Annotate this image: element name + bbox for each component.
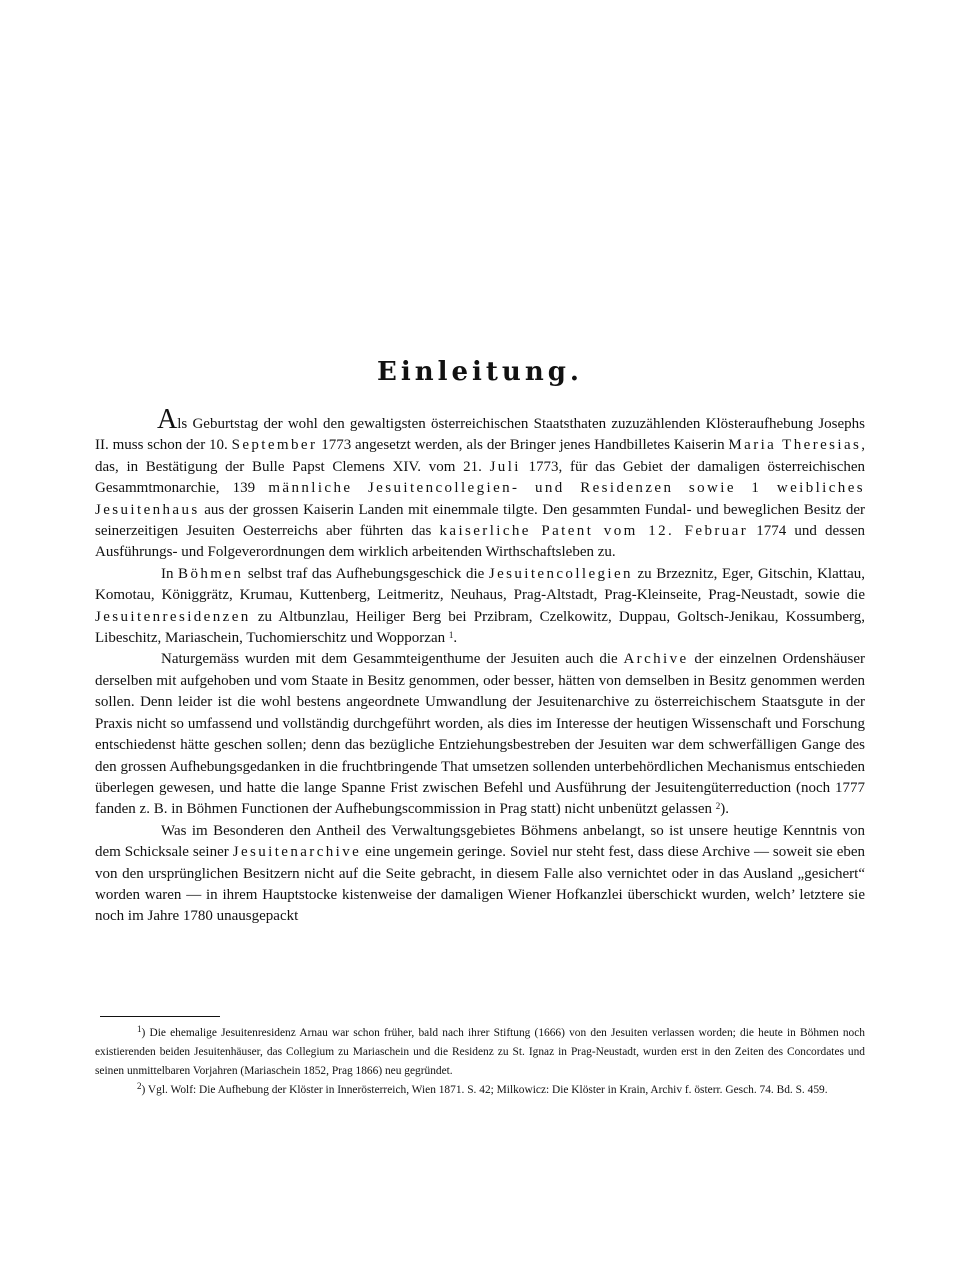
footnote-text: ) Vgl. Wolf: Die Aufhebung der Klöster in Innerösterreich, Wien 1871. S. 42; Milkowicz: Die Klöster in Krain, Archiv f. österr. Gesch. 74. Bd. S. 459. bbox=[141, 1084, 828, 1096]
text-run: ). bbox=[720, 801, 729, 818]
footnote-ref-2[interactable]: 2 bbox=[715, 801, 721, 812]
text-run: zu Altbunzlau, Heiliger Berg bei Przibram, Czelkowitz, Duppau, Goltsch-Jenikau, Kossumberg, Libeschitz, Mariaschein, Tuchomierschitz und Wopporzan bbox=[95, 608, 865, 647]
text-run: der einzelnen Ordenshäuser derselben mit aufgehoben und vom Staate in Besitz genommen, oder besser, hätten von demselben in Besitz genommen werden sollen. Denn leider ist die wohl bestens angeordnete Umwandlung der Jesuitenarchive zu österreichischem Staatsgute in der Praxis nicht so umfassend und vollständig durchgeführt worden, als dies im Interesse der heutigen Wissenschaft und Forschung entschiedenst hätte geschen sollen; denn das bezügliche Entziehungsbestreben der Jesuiten war dem schwerfälligen Gange des den grossen Aufhebungsgedanken in die fruchtbringende That umsetzen sollenden unterbehördlichen Mechanismus entschieden überlegen gewesen, und hatte die lange Spanne Frist zwischen Befehl und Ausführung der Jesuitengüterreduction (noch 1777 fanden z. B. in Böhmen Functionen der Aufhebungscommission in Prag statt) nicht unbenützt gelassen bbox=[95, 651, 866, 818]
paragraph-2 bbox=[95, 564, 865, 650]
text-run: Was im Besonderen den Antheil des Verwaltungsgebietes Böhmens anbelangt, so ist unsere heutige Kenntnis von dem Schicksale seiner bbox=[95, 822, 865, 861]
spaced-text: Jesuitenresidenzen bbox=[95, 608, 251, 625]
paragraph-1 bbox=[95, 404, 866, 564]
paragraph-4 bbox=[95, 821, 865, 928]
spaced-text: Jesuitencollegien bbox=[488, 565, 633, 582]
footnote-mark: 1 bbox=[137, 1024, 142, 1034]
spaced-text: Jesuitenarchive bbox=[232, 844, 362, 861]
spaced-text: September bbox=[231, 437, 318, 454]
footnote-text: ) Die ehemalige Jesuitenresidenz Arnau war schon früher, bald nach ihrer Stiftung (1666) von den Jesuiten verlassen worden; die heute in Böhmen noch existierenden beiden Jesuitenhäuser, das Collegium zu Mariaschein und die Residenz zu St. Ignaz in Prag-Neustadt, wurden erst in den Zeiten des Concordates und seinen unmittelbaren Vorjahren (Mariaschein 1852, Prag 1866) neu gegründet. bbox=[95, 1027, 865, 1077]
footnote-ref-1[interactable]: 1 bbox=[448, 630, 454, 641]
footnote-mark: 2 bbox=[137, 1081, 142, 1091]
text-run: zu Brzeznitz, Eger, Gitschin, Klattau, Komotau, Königgrätz, Krumau, Kuttenberg, Leitmeritz, Neuhaus, Prag-Altstadt, Prag-Kleinseite, Prag-Neustadt, sowie die bbox=[95, 565, 866, 604]
spaced-text: kaiserliche Patent vom 12. Februar bbox=[439, 523, 749, 540]
footnote-divider bbox=[100, 1016, 220, 1017]
footnote-2 bbox=[95, 1081, 865, 1100]
main-text bbox=[95, 404, 866, 928]
spaced-text: männliche Jesuitencollegien- und Residenzen sowie 1 weibliches Jesuitenhaus bbox=[95, 480, 866, 518]
spaced-text: Juli bbox=[489, 458, 521, 475]
text-run: 1773, für das Gebiet der damaligen österreichischen Gesammtmonarchie, 139 bbox=[95, 458, 866, 497]
initial-letter: A bbox=[157, 404, 178, 435]
text-run: Naturgemäss wurden mit dem Gesammteigenthume der Jesuiten auch die bbox=[161, 651, 618, 668]
text-run: . bbox=[453, 630, 458, 647]
spaced-text: Böhmen bbox=[178, 565, 244, 582]
text-run: aus der grossen Kaiserin Landen mit einemmale tilgte. Den gesammten Fundal- und beweglichen Besitz der seinerzeitigen Jesuiten Oesterreichs aber führten das bbox=[95, 501, 866, 540]
text-run: selbst traf das Aufhebungsgeschick die bbox=[247, 565, 485, 582]
text-run: , das, in Bestätigung der Bulle Papst Clemens XIV. vom 21. bbox=[95, 437, 865, 475]
footnote-1 bbox=[95, 1024, 865, 1081]
text-run: ls Geburtstag der wohl den gewaltigsten österreichischen Staatsthaten zuzuzählenden Klösteraufhebung Josephs II. muss schon der 10. bbox=[95, 416, 865, 454]
text-run: In bbox=[161, 565, 174, 582]
text-run: 1774 und dessen Ausführungs- und Folgeverordnungen dem wirklich arbeitenden Wirthschaftsleben zu. bbox=[95, 523, 866, 561]
spaced-text: Maria Theresias bbox=[728, 437, 862, 454]
footnotes bbox=[95, 1024, 865, 1100]
spaced-text: Archive bbox=[623, 651, 689, 668]
paragraph-3 bbox=[95, 649, 865, 820]
text-run: eine ungemein geringe. Soviel nur steht fest, dass diese Archive — soweit sie eben von den ursprünglichen Besitzern nicht auf die Seite gebracht, in diesem Falle also vernichtet oder in das Ausland „gesichert“ worden waren — in ihrem Hauptstocke kistenweise der damaligen Wiener Hofkanzlei überschickt wurden, welch’ letztere sie noch im Jahre 1780 unausgepackt bbox=[95, 844, 866, 925]
page-title: Einleitung. bbox=[377, 357, 583, 388]
text-run: 1773 angesetzt werden, als der Bringer jenes Handbilletes Kaiserin bbox=[321, 437, 725, 454]
